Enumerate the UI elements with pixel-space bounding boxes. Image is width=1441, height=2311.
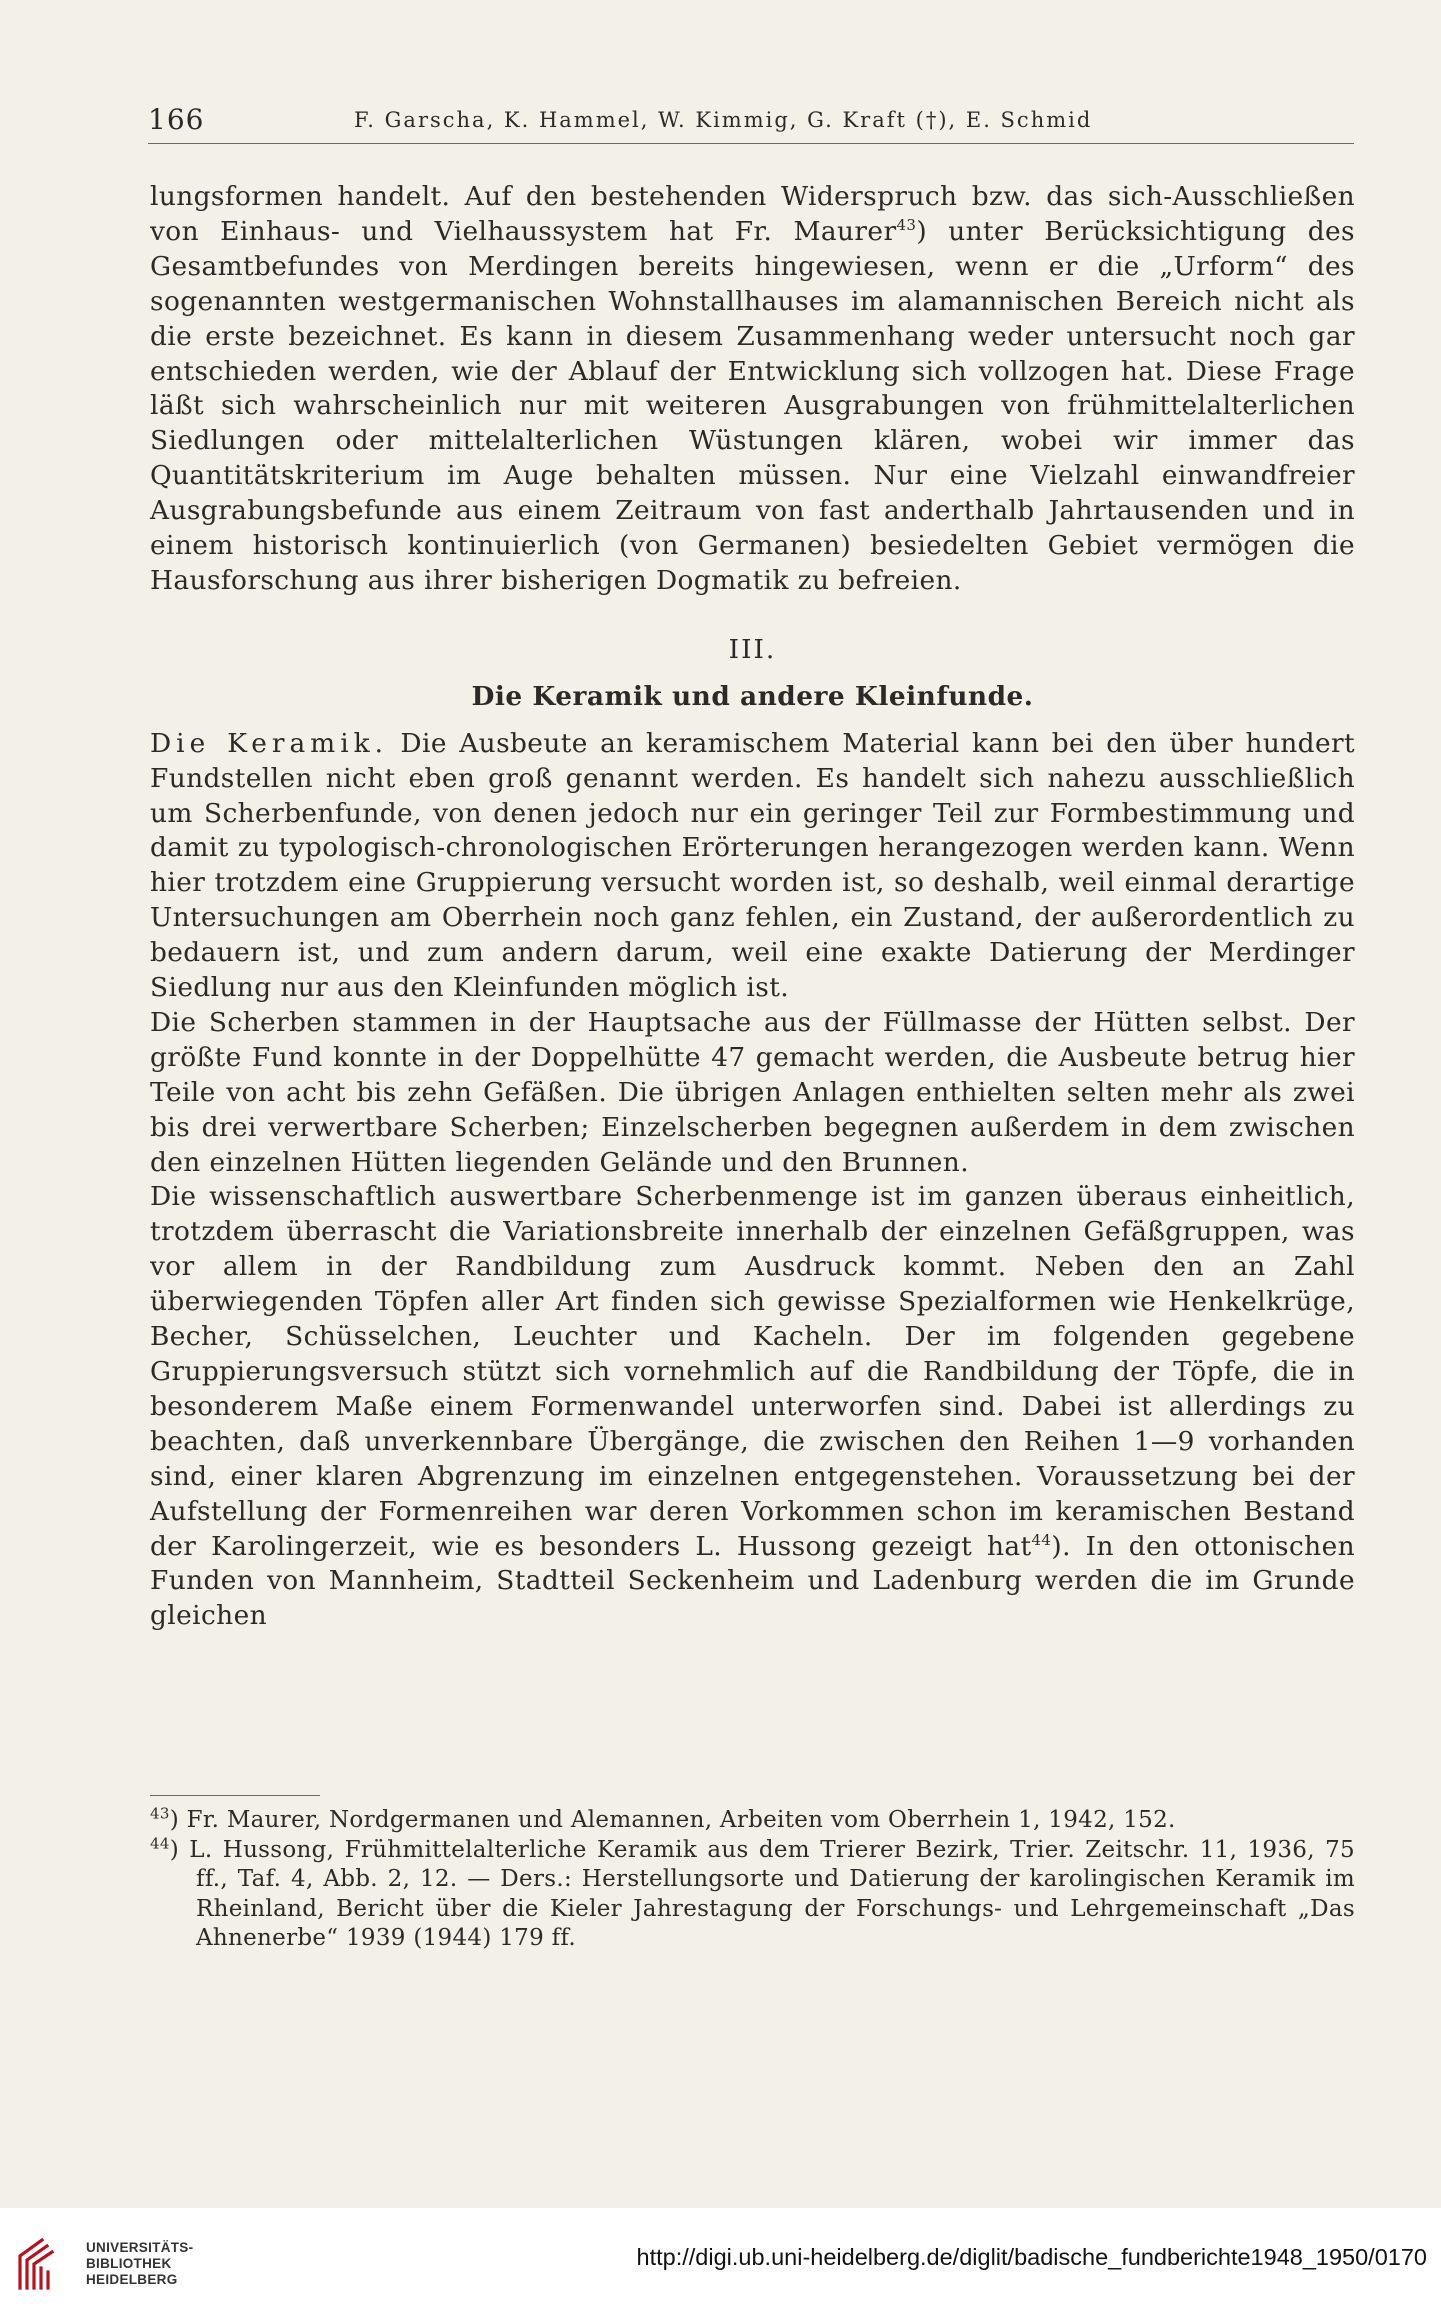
paragraph	[150, 180, 1355, 599]
source-url-link[interactable]: http://digi.ub.uni-heidelberg.de/diglit/badische_fundberichte1948_1950/0170	[636, 2244, 1427, 2270]
page-header	[148, 103, 1354, 144]
paragraph-text: ) unter Berücksichtigung des Gesamtbefundes von Merdingen bereits hingewiesen, wenn er die „Urform“ des sogenannten westgermanischen Wohnstallhauses im alamannischen Bereich nicht als die erste bezeichnet. Es kann in diesem Zusammenhang weder untersucht noch gar entschieden werden, wie der Ablauf der Entwicklung sich vollzogen hat. Diese Frage läßt sich wahrscheinlich nur mit weiteren Ausgrabungen von frühmittelalterlichen Siedlungen oder mittelalterlichen Wüstungen klären, wobei wir immer das Quantitätskriterium im Auge behalten müssen. Nur eine Vielzahl einwandfreier Ausgrabungsbefunde aus einem Zeitraum von fast anderthalb Jahrtausenden und in einem historisch kontinuierlich (von Germanen) besiedelten Gebiet vermögen die Hausforschung aus ihrer bisherigen Dogmatik zu befreien.	[150, 215, 1355, 596]
paragraph-text: lungsformen handelt. Auf den bestehenden Widerspruch bzw. das sich-Ausschließen von Einhaus- und Vielhaussystem hat Fr. Maurer	[150, 181, 1355, 247]
paragraph-text: ). In den ottonischen Funden von Mannheim, Stadtteil Seckenheim und Ladenburg werden die im Grunde gleichen	[150, 1530, 1355, 1632]
paragraph-text: Die Ausbeute an keramischem Material kann bei den über hundert Fundstellen nicht eben groß genannt werden. Es handelt sich nahezu ausschließlich um Scherbenfunde, von denen jedoch nur ein geringer Teil zur Formbestimmung und damit zu typologisch-chronologischen Erörterungen herangezogen werden kann. Wenn hier trotzdem eine Gruppierung versucht worden ist, so deshalb, weil einmal derartige Untersuchungen am Oberrhein noch ganz fehlen, ein Zustand, der außerordentlich zu bedauern ist, und zum andern darum, weil eine exakte Datierung der Merdinger Siedlung nur aus den Kleinfunden möglich ist.	[150, 727, 1355, 1004]
paragraph-text: Die wissenschaftlich auswertbare Scherbenmenge ist im ganzen überaus einheitlich, trotzdem überrascht die Variationsbreite innerhalb der einzelnen Gefäßgruppen, was vor allem in der Randbildung zum Ausdruck kommt. Neben den an Zahl überwiegenden Töpfen aller Art finden sich gewisse Spezialformen wie Henkelkrüge, Becher, Schüsselchen, Leuchter und Kacheln. Der im folgenden gegebene Gruppierungsversuch stützt sich vornehmlich auf die Randbildung der Töpfe, die in besonderem Maße einem Formenwandel unterworfen sind. Dabei ist allerdings zu beachten, daß unverkennbare Übergänge, die zwischen den Reihen 1—9 vorhanden sind, einer klaren Abgrenzung im einzelnen entgegenstehen. Voraussetzung bei der Aufstellung der Formenreihen war deren Vorkommen schon im keramischen Bestand der Karolingerzeit, wie es besonders L. Hussong gezeigt hat	[150, 1181, 1355, 1562]
library-name	[86, 2240, 193, 2288]
running-head: F. Garscha, K. Hammel, W. Kimmig, G. Kraft (†), E. Schmid	[354, 108, 1093, 132]
paragraph	[150, 1180, 1355, 1634]
heidelberg-library-logo-icon	[14, 2234, 74, 2294]
digitization-footer	[0, 2208, 1441, 2311]
section-title: Die Keramik und andere Kleinfunde.	[471, 680, 1034, 712]
paragraph-lead: Die Keramik.	[150, 727, 389, 759]
library-name-line: HEIDELBERG	[86, 2272, 178, 2287]
footnote-text: ) Fr. Maurer, Nordgermanen und Alemannen, Arbeiten vom Oberrhein 1, 1942, 152.	[169, 1807, 1176, 1833]
footnote-divider	[150, 1795, 320, 1796]
section-number: III.	[728, 633, 777, 665]
footnote-ref: 44	[1031, 1530, 1052, 1549]
footnote-mark: 43	[150, 1804, 170, 1823]
footnote-ref: 43	[896, 216, 917, 235]
footnote	[150, 1806, 1355, 1836]
page-number: 166	[148, 103, 205, 136]
library-name-line: BIBLIOTHEK	[86, 2256, 172, 2271]
footnote-text: ) L. Hussong, Frühmittelalterliche Keramik aus dem Trierer Bezirk, Trier. Zeitschr. 11, 1936, 75 ff., Taf. 4, Abb. 2, 12. — Ders.: Herstellungsorte und Datierung der karolingischen Keramik im Rheinland, Bericht über die Kieler Jahrestagung der Forschungs- und Lehrgemeinschaft „Das Ahnenerbe“ 1939 (1944) 179 ff.	[169, 1836, 1355, 1951]
body-text	[150, 180, 1355, 1634]
paragraph: Die Scherben stammen in der Hauptsache aus der Füllmasse der Hütten selbst. Der größte Fund konnte in der Doppelhütte 47 gemacht werden, die Ausbeute betrug hier Teile von acht bis zehn Gefäßen. Die übrigen Anlagen enthielten selten mehr als zwei bis drei verwertbare Scherben; Einzelscherben begegnen außerdem in dem zwischen den einzelnen Hütten liegenden Gelände und den Brunnen.	[150, 1006, 1355, 1178]
footnote-mark: 44	[150, 1833, 170, 1852]
paragraph	[150, 727, 1355, 1006]
footnotes	[150, 1806, 1355, 1954]
library-name-line: UNIVERSITÄTS-	[86, 2240, 194, 2255]
footnote	[150, 1833, 1355, 1954]
